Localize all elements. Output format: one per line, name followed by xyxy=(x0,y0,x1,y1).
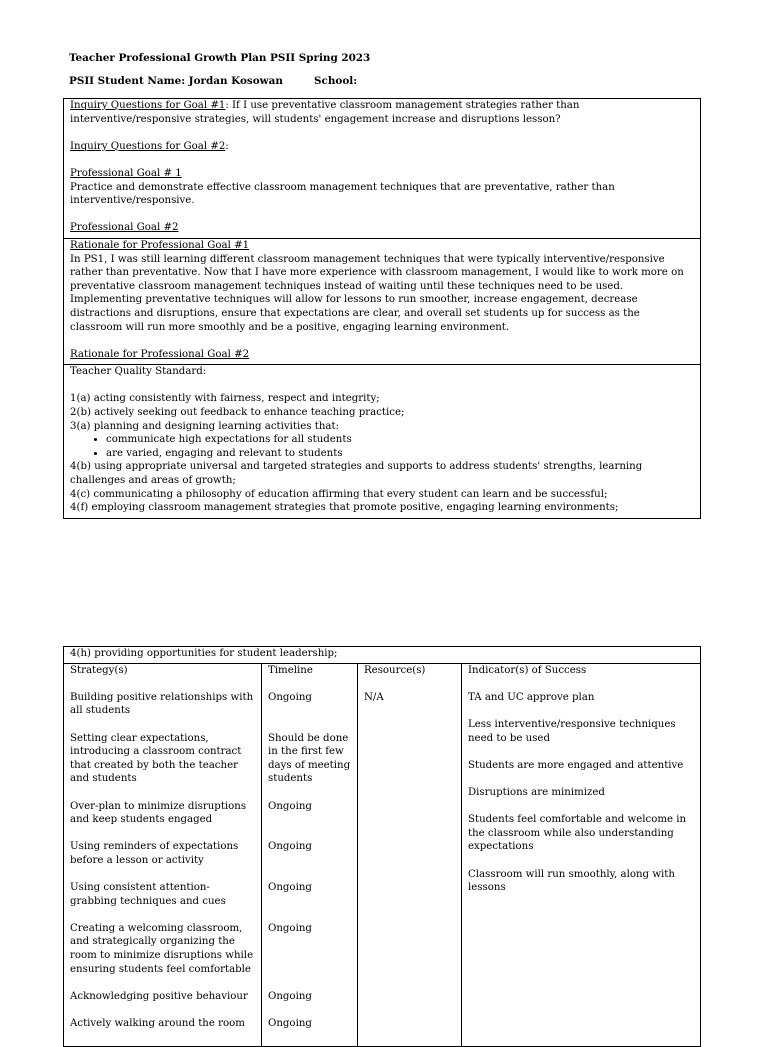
timeline-item: Ongoing xyxy=(268,841,312,853)
strategy-item: Setting clear expectations, introducing a classroom contract that created by both the teacher and students xyxy=(70,732,242,785)
student-name: PSII Student Name: Jordan Kosowan xyxy=(69,75,283,87)
indicator-item: TA and UC approve plan xyxy=(468,691,595,703)
school-label: School: xyxy=(314,75,358,87)
inquiry-goal-2-text: : xyxy=(225,140,229,152)
standard-3a: 3(a) planning and designing learning activities that: xyxy=(70,420,340,432)
standard-4c: 4(c) communicating a philosophy of education affirming that every student can learn and be successful; xyxy=(70,488,608,500)
indicator-item: Disruptions are minimized xyxy=(468,786,605,798)
strategy-main-row xyxy=(64,663,701,1047)
strategy-item: Building positive relationships with all students xyxy=(70,691,254,717)
rationale-goal-2-label: Rationale for Professional Goal #2 xyxy=(70,348,250,360)
strategy-item: Acknowledging positive behaviour xyxy=(70,990,248,1002)
standard-3a-bullet: • are varied, engaging and relevant to students xyxy=(106,447,695,461)
timeline-item: Ongoing xyxy=(268,800,312,812)
rationale-cell xyxy=(64,238,701,364)
column-header-strategy: Strategy(s) xyxy=(70,664,128,676)
strategy-item: Creating a welcoming classroom, and strategically organizing the room to minimize disruptions while ensuring students feel comfortable xyxy=(70,922,254,975)
standard-4f: 4(f) employing classroom management strategies that promote positive, engaging learning environments; xyxy=(70,502,619,514)
indicator-column xyxy=(462,663,701,1047)
standard-1a: 1(a) acting consistently with fairness, respect and integrity; xyxy=(70,393,380,405)
column-header-timeline: Timeline xyxy=(268,664,313,676)
standards-row xyxy=(64,365,701,519)
rationale-row xyxy=(64,238,701,364)
professional-goal-1-text: Practice and demonstrate effective classroom management techniques that are preventative, rather than interventive/responsive. xyxy=(70,181,615,207)
resource-item: N/A xyxy=(364,691,384,703)
standard-3a-list xyxy=(70,433,695,460)
strategy-table xyxy=(63,646,701,1047)
professional-goal-1-label: Professional Goal # 1 xyxy=(70,167,182,179)
strategy-item: Using reminders of expectations before a lesson or activity xyxy=(70,841,239,866)
standard-3a-bullet: • communicate high expectations for all students xyxy=(106,433,695,447)
column-header-indicator: Indicator(s) of Success xyxy=(468,664,587,676)
indicator-item: Less interventive/responsive techniques need to be used xyxy=(468,718,676,744)
timeline-item: Should be done in the first few days of meeting students xyxy=(268,732,351,785)
resource-column xyxy=(358,663,462,1047)
timeline-item: Ongoing xyxy=(268,1018,312,1030)
document-title: Teacher Professional Growth Plan PSII Spring 2023 xyxy=(69,52,371,64)
timeline-item: Ongoing xyxy=(268,922,312,934)
inquiry-goal-1 xyxy=(70,99,695,126)
timeline-item: Ongoing xyxy=(268,990,312,1002)
rationale-goal-1-label: Rationale for Professional Goal #1 xyxy=(70,239,250,251)
strategy-item: Actively walking around the room xyxy=(70,1018,245,1030)
standards-label: Teacher Quality Standard: xyxy=(70,366,207,378)
timeline-column xyxy=(262,663,358,1047)
student-info-line xyxy=(69,75,358,89)
goals-cell xyxy=(64,99,701,239)
indicator-item: Classroom will run smoothly, along with lessons xyxy=(468,868,675,894)
goals-row xyxy=(64,99,701,239)
timeline-item: Ongoing xyxy=(268,691,312,703)
rationale-goal-1-text: In PS1, I was still learning different classroom management techniques that were typically interventive/responsive rather than preventative. Now that I have more experience with classroom management, I would like to work more on preventative classroom management techniques instead of waiting until these techniques need to be used. Implementing preventative techniques will allow for lessons to run smoother, increase engagement, decrease distractions and disruptions, ensure that expectations are clear, and overall set students up for success as the classroom will run more smoothly and be a positive, engaging learning environment. xyxy=(70,253,684,333)
goals-table xyxy=(63,98,701,519)
standard-2b: 2(b) actively seeking out feedback to enhance teaching practice; xyxy=(70,407,405,419)
standards-cell xyxy=(64,365,701,519)
standard-4b: 4(b) using appropriate universal and targeted strategies and supports to address students' strengths, learning challenges and areas of growth; xyxy=(70,461,643,487)
inquiry-goal-2-label: Inquiry Questions for Goal #2 xyxy=(70,140,226,152)
column-header-resource: Resource(s) xyxy=(364,664,426,676)
inquiry-goal-1-label: Inquiry Questions for Goal #1 xyxy=(70,100,226,111)
timeline-item: Ongoing xyxy=(268,882,312,894)
indicator-item: Students feel comfortable and welcome in the classroom while also understanding expectations xyxy=(468,814,687,853)
inquiry-goal-1-text: : If I use preventative classroom management strategies rather than interventive/responsive strategies, will students' engagement increase and disruptions lesson? xyxy=(70,100,580,125)
standard-4h: 4(h) providing opportunities for student leadership; xyxy=(64,647,701,664)
strategy-item: Using consistent attention-grabbing techniques and cues xyxy=(70,882,226,907)
strategy-item: Over-plan to minimize disruptions and keep students engaged xyxy=(70,800,247,826)
professional-goal-2-label: Professional Goal #2 xyxy=(70,222,179,234)
indicator-item: Students are more engaged and attentive xyxy=(468,759,684,771)
inquiry-goal-2 xyxy=(70,140,695,154)
strategy-column xyxy=(64,663,262,1047)
strategy-top-row xyxy=(64,647,701,664)
